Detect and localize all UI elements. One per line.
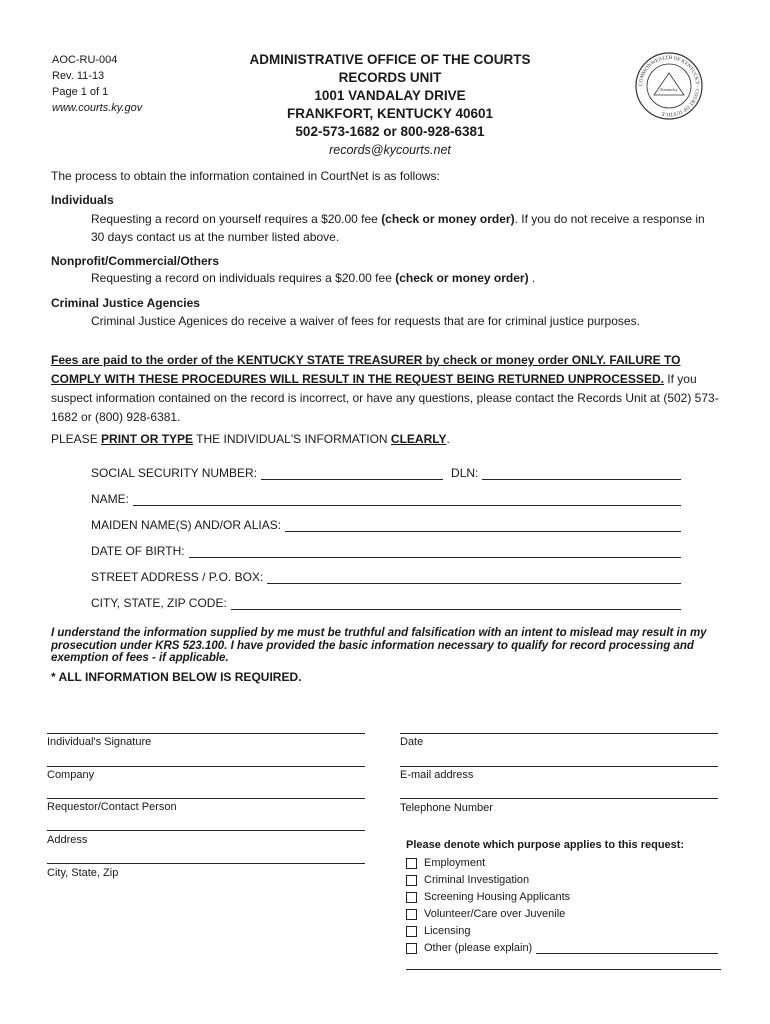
header-email: records@kycourts.net (329, 143, 451, 157)
requestor-label: Requestor/Contact Person (47, 801, 177, 813)
requestor-field[interactable] (47, 798, 365, 799)
address-label: Address (47, 834, 88, 846)
header-line-unit: RECORDS UNIT (338, 70, 442, 85)
intro-text: The process to obtain the information contained in CourtNet is as follows: (51, 169, 440, 183)
section-heading-individuals: Individuals (51, 193, 114, 207)
street-row (91, 566, 681, 584)
office-header (200, 51, 580, 159)
date-field[interactable] (400, 733, 718, 734)
truthfulness-statement: I understand the information supplied by me must be truthful and falsification with an intent to mislead may result in my prosecution under KRS 523.100. I have provided the basic information necessary to qualify for record processing and exemption of fees - if applicable. (51, 627, 707, 664)
signature-field[interactable] (47, 733, 365, 734)
header-line-office: ADMINISTRATIVE OFFICE OF THE COURTS (249, 52, 531, 67)
name-row (91, 488, 681, 506)
form-revision: Rev. 11-13 (52, 70, 105, 82)
purpose-option-housing[interactable]: Screening Housing Applicants (406, 891, 570, 903)
city-label: CITY, STATE, ZIP CODE: (91, 596, 227, 610)
svg-text:COMMONWEALTH OF KENTUCKY · COU: COMMONWEALTH OF KENTUCKY · COURT OF JUSTICE (637, 54, 701, 118)
form-metadata (52, 52, 142, 116)
header-line-city: FRANKFORT, KENTUCKY 40601 (286, 106, 494, 121)
other-explain-field-line2[interactable] (406, 969, 721, 970)
company-field[interactable] (47, 766, 365, 767)
section-heading-criminal-justice: Criminal Justice Agencies (51, 296, 200, 310)
fees-notice: Fees are paid to the order of the KENTUCKY STATE TREASURER by check or money order ONLY. FAILURE TO COMPLY WITH THESE PROCEDURES WILL RESULT IN THE REQUEST BEING RETURNED UNPROCESSED. If you suspect information contained on the record is incorrect, or have any questions, please contact the Records Unit at (502) 573-1682 or (800) 928-6381. (51, 353, 719, 424)
name-label: NAME: (91, 492, 130, 506)
purpose-option-licensing[interactable]: Licensing (406, 925, 470, 937)
ssn-dln-row (91, 462, 681, 480)
checkbox-licensing[interactable] (406, 926, 417, 937)
purpose-option-criminal-investigation[interactable]: Criminal Investigation (406, 874, 529, 886)
section-body-nonprofit: Requesting a record on individuals requires a $20.00 fee (check or money order) . (91, 271, 536, 285)
purpose-option-volunteer[interactable]: Volunteer/Care over Juvenile (406, 908, 565, 920)
city-row (91, 592, 681, 610)
checkbox-criminal-investigation[interactable] (406, 875, 417, 886)
purpose-option-other[interactable]: Other (please explain) (406, 942, 718, 954)
checkbox-other[interactable] (406, 943, 417, 954)
ssn-field[interactable] (261, 465, 443, 480)
required-note: * ALL INFORMATION BELOW IS REQUIRED. (51, 670, 302, 684)
fees-warning: Fees are paid to the order of the KENTUCKY STATE TREASURER by check or money order ONLY. FAILURE TO COMPLY WITH THESE PROCEDURES WILL RESULT IN THE REQUEST BEING RETURNED UNPROCESSED. (51, 353, 681, 386)
street-label: STREET ADDRESS / P.O. BOX: (91, 570, 264, 584)
address-field[interactable] (47, 830, 365, 831)
website-link[interactable]: www.courts.ky.gov (52, 102, 143, 114)
page-number: Page 1 of 1 (52, 86, 109, 98)
dln-label: DLN: (451, 466, 479, 480)
section-heading-nonprofit: Nonprofit/Commercial/Others (51, 254, 220, 268)
city-field[interactable] (231, 595, 681, 610)
ssn-label: SOCIAL SECURITY NUMBER: (91, 466, 258, 480)
dln-field[interactable] (482, 465, 681, 480)
email-field[interactable] (400, 766, 718, 767)
maiden-field[interactable] (285, 517, 681, 532)
form-id: AOC-RU-004 (52, 54, 118, 66)
checkbox-employment[interactable] (406, 858, 417, 869)
header-line-phone: 502-573-1682 or 800-928-6381 (295, 124, 485, 139)
other-explain-field[interactable] (536, 942, 718, 954)
name-field[interactable] (133, 491, 681, 506)
date-label: Date (400, 736, 424, 748)
section-body-individuals: Requesting a record on yourself requires a $20.00 fee (check or money order). If you do not receive a response in 30 days contact us at the number listed above. (91, 212, 705, 244)
street-field[interactable] (267, 569, 681, 584)
city-state-zip-field[interactable] (47, 863, 365, 864)
print-instruction: PLEASE PRINT OR TYPE THE INDIVIDUAL'S INFORMATION CLEARLY. (51, 432, 450, 446)
purpose-option-employment[interactable]: Employment (406, 857, 485, 869)
maiden-label: MAIDEN NAME(S) AND/OR ALIAS: (91, 518, 282, 532)
city-state-zip-label: City, State, Zip (47, 867, 119, 879)
section-body-criminal-justice: Criminal Justice Agenices do receive a waiver of fees for requests that are for criminal justice purposes. (91, 314, 640, 328)
checkbox-housing[interactable] (406, 892, 417, 903)
telephone-field[interactable] (400, 798, 718, 799)
svg-text:Kentucky: Kentucky (660, 87, 678, 92)
company-label: Company (47, 769, 95, 781)
maiden-row (91, 514, 681, 532)
purpose-heading: Please denote which purpose applies to this request: (406, 839, 685, 851)
dob-field[interactable] (189, 543, 681, 558)
checkbox-volunteer[interactable] (406, 909, 417, 920)
header-line-street: 1001 VANDALAY DRIVE (314, 88, 466, 103)
dob-label: DATE OF BIRTH: (91, 544, 185, 558)
dob-row (91, 540, 681, 558)
signature-label: Individual's Signature (47, 736, 152, 748)
email-label: E-mail address (400, 769, 474, 781)
telephone-label: Telephone Number (400, 802, 493, 814)
court-seal-icon (634, 51, 704, 121)
